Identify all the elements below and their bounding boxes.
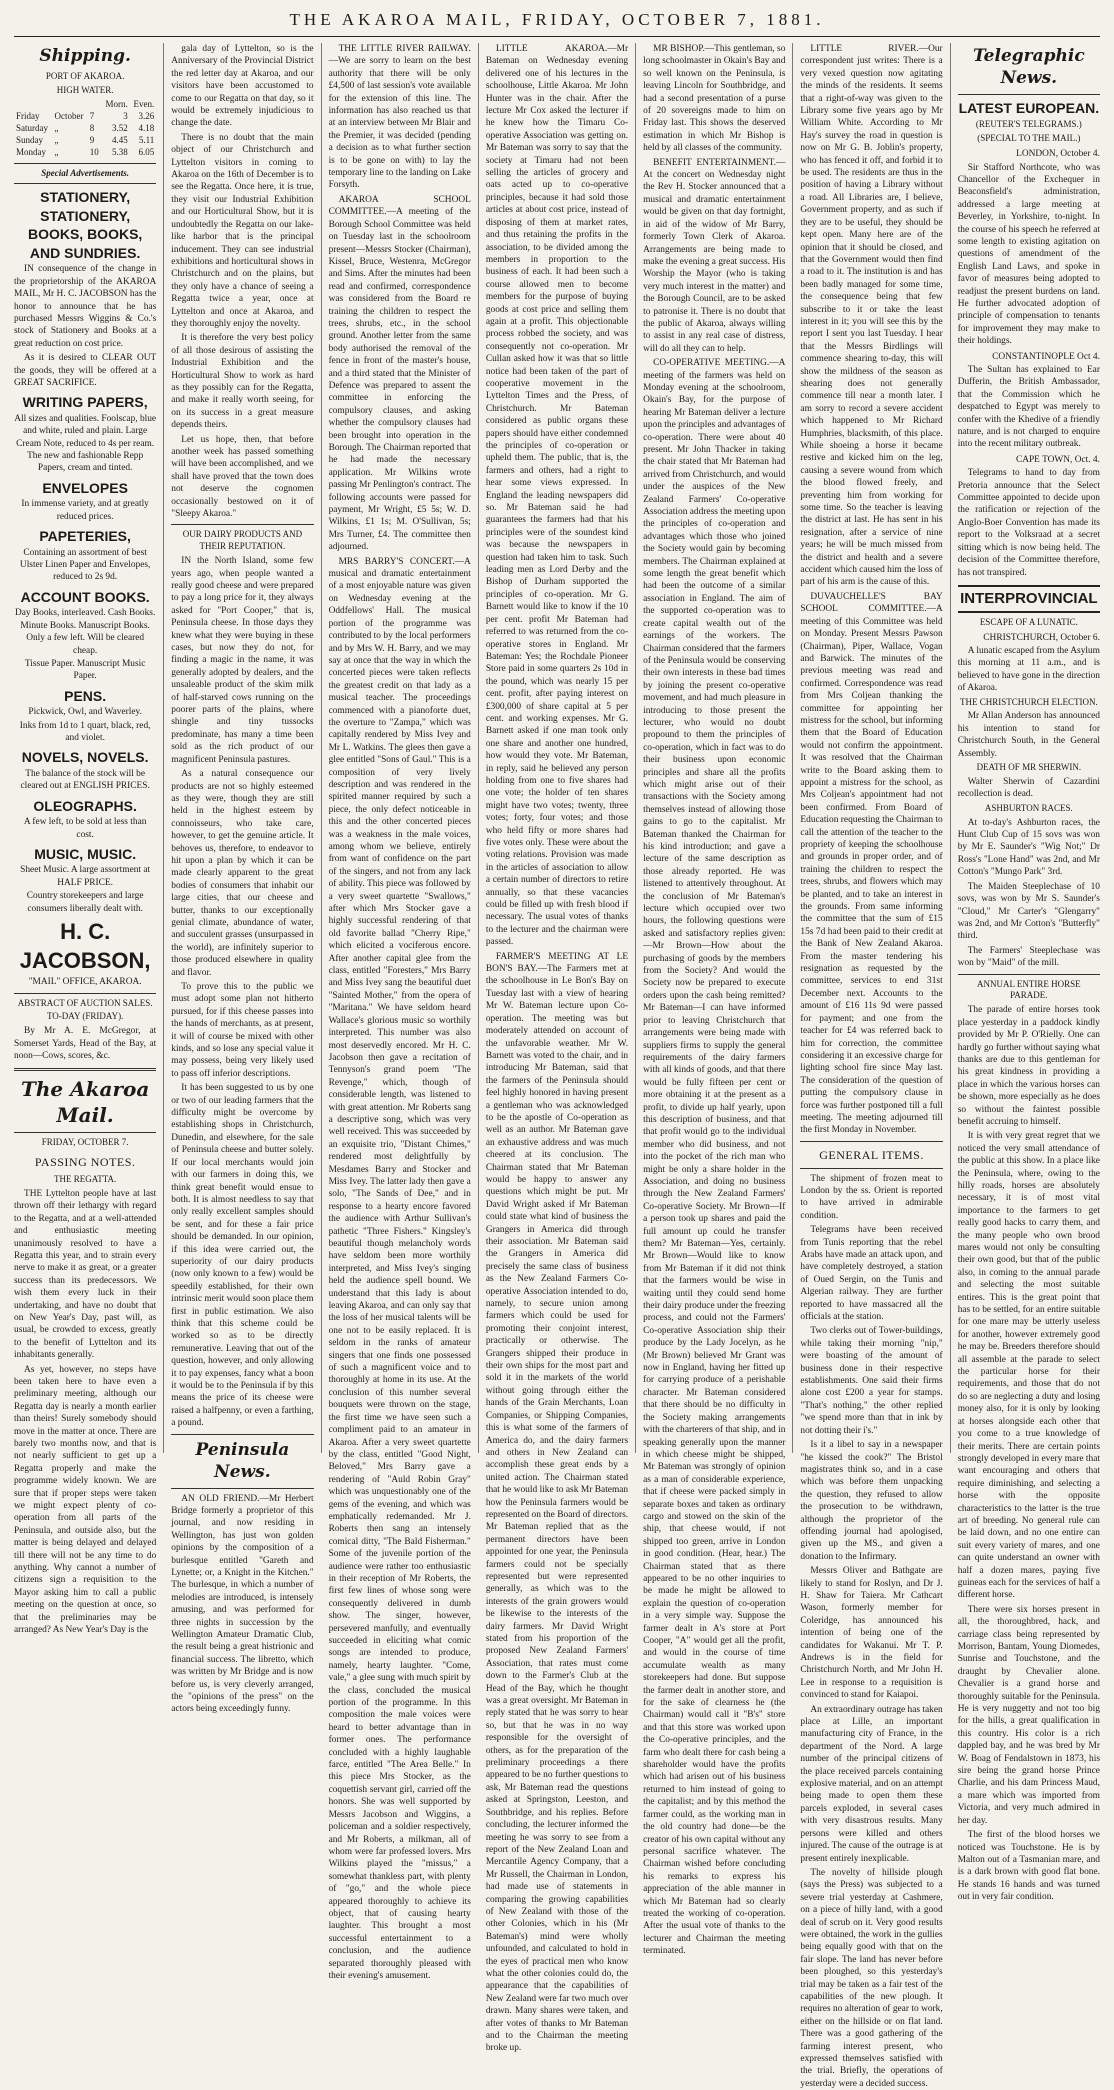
tide-date: 10 [89,146,99,157]
article-paragraph: The novelty of hillside plough (says the Press) was subjected to a severe trial yesterday at Cashmere, on a piece of hilly land, with a good deal of scrub on it. Very good results were obtained, the work in the gullies being equally good with that on the fair slope. The land has never before been ploughed, so this yesterday's trial may be taken as a fair test of the capabilities of the new plough. It requires no alteration of gear to work, either on the hillside or on flat land. There was a good gathering of the farming interest present, who expressed themselves satisfied with the trial. Briefly, the operations of yesterday were a decided success. [800,1867,943,2089]
tide-even: 6.05 [138,146,155,157]
writing-papers-heading: WRITING PAPERS, [22,394,148,411]
advertiser-office: "MAIL" OFFICE, AKAROA. [28,977,142,988]
article-paragraph: Let us hope, then, that before another week has passed something will have been accomplished, and we shall have proved that the town does not deserve the cognomen occasionally bestowed on it of "Sleepy Akaroa." [171,434,314,520]
article-paragraph: FARMER'S MEETING AT LE BON'S BAY.—The Farmers met at the schoolhouse in Le Bon's Bay on Tuesday last with a view of hearing Mr W. Bateman lecture upon Co-operation. The meeting was but moderately attended on account of the unfavorable weather. Mr W. Barnett was voted to the chair, and in introducing Mr Bateman, said that the farmers of the Peninsula should feel highly honored in having present a gentleman who was acknowledged to be the apostle of Co-operation as well as an author. Mr Bateman gave an exhaustive address and was much cheered at its conclusion. The Chairman stated that Mr Bateman would be happy to answer any questions which might be put. Mr David Wright asked if Mr Bateman could state what kind of business the Grangers in America did through their association. Mr Bateman said the Grangers in America did precisely the same class of business as the New Zealand Farmers Co-operative Association intended to do, namely, to secure union among farmers which could be used for promoting their conjoint interest, practically or otherwise. The Grangers shipped their produce in their own ships for the most part and sold it in the markets of the world without going through either the hands of the Grain Merchants, Loan Companies, or Shipping Companies, this is what some of the farmers of America do, and the dairy farmers and others in New Zealand can accomplish these great ends by a united action. The Chairman stated that he would like to ask Mr Bateman how the Peninsula farmers would be represented on the Board of directors. Mr Bateman replied that as the permanent directors have been appointed for one year, the Peninsula farmers could not be specially represented but were represented generally, as which was to the interests of the grain growers would be likewise to the interests of the dairy farmers. Mr David Wright stated from his proportion of the proposed New Zealand Farmers' Association, that rates must come down to the Farmer's Club at the Head of the Bay, which he thought was a great oversight. Mr Bateman in reply stated that he was sorry to hear so, but that he was in no way responsible for the oversight of others, as for the preparation of the preliminary proceedings a there appeared to be no further questions to ask, Mr Bateman read the questions asked at Springston, Leeston, and Southbridge, and his replies. Before concluding, the lecturer informed the meeting he was sorry to see from a report of the New Zealand Loan and Mercantile Agency Company, that a Mr Russell, the Chairman in London, had made use of statements in comparing the growing capabilities of New Zealand with those of the other Colonies, which in his (Mr Bateman's) mind were wholly unfounded, and calculated to hold in the eyes of practical men who know what the other colonies could do, the appearance that the capabilities of New Zealand were far two much over drawn. Many shares were taken, and after votes of thanks to Mr Bateman and to the Chairman the meeting broke up. [485,951,629,2054]
table-row [14,147,156,159]
pens-heading: PENS. [64,687,107,704]
dateline: CAPE TOWN, Oct. 4. [1015,454,1100,465]
article-paragraph: At to-day's Ashburton races, the Hunt Club Cup of 15 sovs was won by Mr E. Saunder's "Wig Not;" Dr Ross's "Lone Hand" was 2nd, and Mr Cotton's "Mungo Park" 3rd. [957,817,1100,878]
tide-day: Saturday [16,122,48,133]
telegraphic-news-heading: Telegraphic News. [972,46,1085,89]
article-paragraph: LITTLE AKAROA.—Mr Bateman on Wednesday evening delivered one of his lectures in the schoolhouse, Little Akaroa. Mr John Hunter was in the chair. After the lecture Mr Cox asked the lecturer if he knew how the Timaru Co-operative Association was getting on. Mr Bateman was sorry to say that the society at Timaru had not been selling the articles of grocery and oats acted up to co-operative principles, because it had sold those articles at about cost price, instead of disposing of them at market rates, and thus retaining the profits in the association, to be divided among the members in proportion to the business of each. It had been such a course allowed men to become members for the purpose of buying goods at cost price and selling them again at a profit. This objectionable process robbed the society, and was consequently not co-operation. Mr Cullan asked how it was that so little notice had been taken of the part of cooperative movement in the Lyttelton Times and the Press, of Christchurch. Mr Bateman considered as public organs these papers should have either condemned the principles of co-operation or upheld them. The public, that is, the farmers and others, had a right to hear some views expressed. In England the leading newspapers did so. Mr Bateman said he had guarantees the farmers had that his principles were of the soundest kind was because the newspapers in question had taken him to task. Such leading men as Lord Derby and the Bishop of Durham supported the principles of co-operation. Mr G. Barnett would like to know if the 10 per cent. profit Mr Bateman had referred to was returned from the co-operative stores in England. Mr Bateman: Yes; the Rochdale Pioneer Store paid in some quarters 2s 10d in the pound, which was nearly 15 per cent. profit, after paying interest on £300,000 of share capital at 5 per cent. and working expenses. Mr G. Barnett asked if one man took only one share and another one hundred, how would they vote. Mr Bateman, in reply, said he believed any person holding from one to five shares had one vote; the holder of ten shares might have two votes; twenty, three votes; forty, four votes; and those who held fifty or more shares had five votes only. These were about the voting relations. Provision was made in the articles of association to allow a certain number of directors to retire annually, so that these vacancies could be filled up with fresh blood if necessary. The usual votes of thanks to the lecturer and the chairman were passed. [485,44,629,948]
article-paragraph: It is with very great regret that we noticed the very small attendance of the public at this show. In a place like the Peninsula, where, owing to the hilly roads, horses are absolutely necessary, it is of most vital importance to the farmers to get really good hacks to carry them, and the many people who own brood mares would not only be consulting their own good, but that of the public also, in coming to the annual parade and selecting the most suitable entires. This is the great point that has to be settled, for an entire suitable for one mare may be utterly useless for another, however extremely good he may be. Breeders therefore should all assemble at the parade to select the particular horse for their requirements, and those that do not do so are neglecting a duty and losing money also, for it is only by looking at horses alongside each other that you come to a true knowledge of their merits. There are certain points strongly developed in every mare that want encouraging and others that require diminishing, and selecting a horse with the opposite characteristics to the latter is the true art of breeding. No general rule can be laid down, and no one entire can suit every variety of mares, and one can quite understand an owner with half a dozen mares, paying five guineas each for the services of half a different horse. [957,1131,1100,1601]
article-paragraph: It is therefore the very best policy of all those desirous of assisting the Industrial Exhibition and the Horticultural Show to work as hard as they possibly can for the Regatta, and make it really worth seeing, for on its success in a great measure depends theirs. [171,333,314,431]
article-paragraph: Telegrams to hand to day from Pretoria announce that the Select Committee appointed to decide upon the ratification or rejection of the Anglo-Boer Convention has made its report to the Volksraad at a secret sitting which is now being held. The decision of the Committee therefore, has not transpired. [957,468,1100,578]
dateline: CONSTANTINOPLE Oct 4. [992,351,1100,362]
tide-even: 5.11 [138,134,155,145]
passing-notes-heading: PASSING NOTES. [34,1155,136,1170]
table-row [14,135,156,147]
divider [14,183,156,184]
article-paragraph: THE LITTLE RIVER RAILWAY.—We are sorry to learn on the best authority that there will be only £4,500 of last session's vote available for the extension of this line. The information has also reached us that at an interview between Mr Blair and the Premier, it was decided (pending a decision as to what further section is to be gone on with) to lay the temporary line to the landing on Lake Forsyth. [328,44,471,191]
tide-day: Friday [16,111,40,122]
envelopes-heading: ENVELOPES [42,479,128,496]
article-paragraph: There were six horses present in all, the thoroughbred, hack, and carriage class being represented by Morrison, Bantam, Young Diomedes, Sunrise and Touchstone, and the draught by Chevalier alone. Chevalier is a grand horse and thoroughly suitable for the Peninsula. He is very nuggetty and not too big for the hills, a great qualification in this country. His color is a rich dappled bay, and he was bred by Mr W. Boag of Fendalstown in 1873, his sire being the grand horse Prince Charlie, and his dam Princess Maud, a mare which was imported from Victoria, and very much admired in her day. [957,1604,1100,1826]
country-text: Country storekeepers and large consumers liberally dealt with. [26,891,144,914]
music-heading: MUSIC, MUSIC. [34,846,137,862]
tide-col-date [88,99,102,111]
article-paragraph: IN the North Island, some few years ago, when people wanted a really good cheese and were prepared to pay a long price for it, they always asked for "Port Cooper," that is, Peninsula cheese. In those days they knew what they were buying in these cases, but now they do not, for finding a magic in the name, it was generally adopted by dealers, and the unsaleable product of the skim milk of half-starved cows running on the poorer parts of the plains, where shingle and tiny tussocks predominate, has many a time been sold as the rich product of our magnificent Peninsula pastures. [171,556,314,765]
table-row [14,111,156,123]
article-paragraph: An extraordinary outrage has taken place at Lille, an important manufacturing city of France, in the department of the Nord. A large number of the principal citizens of the place received parcels containing explosive material, and on an attempt being made to open them these parcels exploded, in several cases with very disastrous results. Many persons were killed and others injured. The cause of the outrage is at present entirely inexplicable. [800,1704,943,1864]
table-row [14,123,156,135]
article-paragraph: LITTLE RIVER.—Our correspondent just writes: There is a very vexed question now agitating the minds of the residents. It seems that a right-of-way was given to the Library some five years ago by Mr William White. According to Mr Hay's survey the road in question is now on Mr G. B. Joblin's property, who has fenced it off, and forbid it to be used. The residents are thus in the position of having a Library without a road. All Libraries are, I believe, Government property, and as such if they are to be useful, they should be kept open. Many here are of the opinion that it should be closed, and that the Government would then find a road to it. The institution is and has been badly managed for some time, the consequence being that few subscribe to it or take the least interest in it; you will see this by the report I sent you last Tuesday. I hear that the Messrs Birdlings will commence shearing to-day, this will show the mildness of the season as shearing does not generally commence till near a month later. I am sorry to record a severe accident which happened to Mr Richard Humphries, blacksmith, of this place. While shoeing a horse it became restive and kicked him on the leg, causing a severe wound from which the blood flowed freely, and preventing him from working for some time. So the teacher is leaving the district at last. He has sent in his resignation, after a service of nine years; he will be much missed from the district and health and a severe accident which caused him the loss of part of his arm is the cause of this. [800,44,943,588]
divider [171,1488,313,1489]
account-books-heading: ACCOUNT BOOKS. [20,588,150,605]
tissue-text: Tissue Paper. Manuscript Music Paper. [24,658,146,682]
music-text: Sheet Music. A large assortment at HALF PRICE. [20,865,151,888]
columns [14,43,1100,2089]
account-books-text: Day Books, interleaved. Cash Books. Minute Books. Manuscript Books. Only a few left. Will be cleared cheap. [14,608,156,656]
divider [14,163,156,164]
divider [958,974,1100,975]
novels-heading: NOVELS, NOVELS. [21,749,149,766]
auction-heading: ABSTRACT OF AUCTION SALES. [17,997,153,1008]
stationery-ad-heading: STATIONERY, STATIONERY, BOOKS, BOOKS, AND SUNDRIES. [27,189,143,261]
tide-col-day [14,99,53,111]
article-paragraph: As a natural consequence our products are not so highly esteemed as they were, though they are still held in the highest esteem by connoisseurs, who take care, however, to get the genuine article. It behoves us, therefore, to endeavor to hit upon a plan by which it can be made clearly apparent to the great bodies of consumers that inhabit our large cities, that our cheese and butter, thanks to our exceptionally genial climate, abundance of water, and succulent grasses (unsurpassed in the world), are infinitely superior to those produced elsewhere in quality and flavor. [171,769,314,978]
ad-paragraph: IN consequence of the change in the proprietorship of the AKAROA MAIL, Mr H. C. JACOBSON has the honor to announce that he has purchased Messrs Wiggins & Co.'s stock of Stationery and Books at a great reduction on cost price. [14,264,157,349]
column-4 [478,43,635,2054]
tide-col-month [53,99,88,111]
article-paragraph: Telegrams have been received from Tunis reporting that the rebel Arabs have made an attack upon, and have completely destroyed, a station of Oued Sergin, on the Tunis and Algerian railway. They are further reported to have massacred all the officials at the station. [800,1225,943,1323]
article-paragraph: The shipment of frozen meat to London by the ss. Orient is reported to have arrived in admirable condition. [800,1173,943,1221]
masthead: THE AKAROA MAIL, FRIDAY, OCTOBER 7, 1881. [14,10,1100,37]
auction-day: TO-DAY (FRIDAY). [46,1011,124,1022]
article-paragraph: Mr Allan Anderson has announced his intention to stand for Christchurch South, in the General Assembly. [957,711,1100,759]
tide-col-morn: Morn. [105,99,128,110]
writing-papers-text: All sizes and qualities. Foolscap, blue and white, ruled and plain. Large Cream Note, reduced to 4s per ream. The new and fashionable Repp Papers, cream and tinted. [14,413,157,474]
election-heading: THE CHRISTCHURCH ELECTION. [959,696,1098,707]
article-paragraph: The Farmers' Steeplechase was won by "Maid" of the mill. [957,945,1100,969]
article-paragraph: There is no doubt that the main object of our Christchurch and Lyttelton visitors in coming to Akaroa on the 16th of December is to see the Regatta. Once here, it is true, they visit our Industrial Exhibition and our Horticultural Show, but it is undoubtedly the Regatta on our lake-like harbor that is the principal inducement. They can see industrial exhibitions and horticultural shows in Christchurch and on the plains, but they only have a chance of seeing a Regatta twice a year, once at Lyttelton and once at Akaroa, and they thoroughly enjoy the novelty. [171,132,314,329]
column-7 [950,43,1100,1903]
divider [14,993,156,994]
auction-text: By Mr A. E. McGregor, at Somerset Yards, Head of the Bay, at noon—Cows, scores, &c. [14,1026,157,1062]
article-paragraph: MR BISHOP.—This gentleman, so long schoolmaster in Okain's Bay and so well known on the Peninsula, is leaving Lincoln for Southbridge, and had a second presentation of a purse of 20 sovereigns made to him on Friday last. This shows the deserved estimation in which Mr Bishop is held by all classes of the community. [643,44,786,154]
dateline: LONDON, October 4. [1016,149,1100,160]
high-water-heading: HIGH WATER. [56,85,114,96]
races-heading: ASHBURTON RACES. [984,802,1073,813]
tide-even: 4.18 [138,122,155,133]
tide-morn: 5.38 [112,146,128,157]
envelopes-text: In immense variety, and at greatly reduced prices. [21,499,149,522]
tide-date: 7 [89,111,95,122]
special-ads-heading: Special Advertisements. [41,167,129,178]
novels-text: The balance of the stock will be cleared out at ENGLISH PRICES. [20,768,150,792]
divider [800,1168,942,1169]
divider [14,1068,156,1071]
column-2 [163,43,320,1715]
article-paragraph: It has been suggested to us by one or two of our leading farmers that the difficulty might be overcome by establishing shops in Christchurch, Dunedin, and elsewhere, for the sale of Peninsula cheese and butter solely. If our local merchants would join with our farmers in doing this, we think great benefit would ensue to both. It is almost needless to say that only really excellent samples should be sent, and for these a fair price should be demanded. In our opinion, if this idea were carried out, the superiority of our dairy products (now only known to a few) would be speedily established, for their own intrinsic merit would soon place them first in public estimation. We also think that this scheme could be worked so as to be directly remunerative. Leaving that out of the question, however, and only allowing it to pay expenses, fancy what a boon it would be to the Peninsula if by this means the price of its cheese were raised a halfpenny, or even a farthing, a pound. [171,1083,314,1429]
ad-paragraph: As it is desired to CLEAR OUT the goods, they will be offered at a GREAT SACRIFICE. [14,353,157,388]
tide-morn: 3.52 [112,122,128,133]
article-paragraph: BENEFIT ENTERTAINMENT.—At the concert on Wednesday night the Rev H. Stocker announced that a musical and dramatic entertainment would be given on that day fortnight, in aid of the widow of Mr Barry, formerly Town Clerk of Akaroa. Arrangements are being made to make the evening a great success. His Worship the Mayor (who is taking very much interest in the matter) and the Borough Council, are to be asked to patronise it. There is no doubt that the public of Akaroa, always willing to assist in any real case of distress, will do all they can to help. [643,157,786,354]
advertiser-name: H. C. JACOBSON, [19,919,151,974]
paper-nameplate: The Akaroa Mail. [21,1076,150,1127]
article-paragraph: To prove this to the public we must adopt some plan not hitherto pursued, for if this cheese passes into the hands of merchants, as at present, it will of course be mixed with other kinds, and so lose any special value it may possess, being very likely used to pass off inferior descriptions. [171,982,314,1079]
dateline: CHRISTCHURCH, October 6. [983,632,1100,643]
tide-table [14,99,156,158]
tide-header-row [14,99,156,111]
tide-month: „ [54,134,59,145]
article-paragraph: The first of the blood horses we noticed was Touchstone. He is by Malton out of a Tasmanian mare, and is a dark brown with good flat bone. He stands 16 hands and was turned out in very fair condition. [957,1830,1100,1903]
papeteries-text: Containing an assortment of best Ulster Linen Paper and Envelopes, reduced to 2s 9d. [19,547,151,583]
death-heading: DEATH OF MR SHERWIN. [976,762,1082,773]
article-paragraph: Is it a libel to say in a newspaper "he kissed the cook?" The Bristol magistrates think so, and in a case which was before them unpacking the question, they refused to allow the prosecution to be withdrawn, although the proprietor of the offending journal had apologised, given up the MS., and given a donation to the Infirmary. [800,1440,943,1562]
divider [171,1434,313,1435]
article-paragraph: AN OLD FRIEND.—Mr Herbert Bridge formerly a proprietor of this journal, and now residing in Wellington, has just won golden opinions by the composition of a burlesque entitled "Gareth and Lynette; or, a Knight in the Kitchen." The burlesque, in which a number of melodies are introduced, is intensely amusing, and was performed for three nights in succession by the Wellington Amateur Dramatic Club, the result being a great histrionic and financial success. The libretto, which was written by Mr Bridge and is now before us, is very cleverly arranged, the "opinions of the press" on the actors being exceedingly funny. [171,1493,314,1715]
tide-month: „ [54,146,59,157]
column-5 [635,43,792,1957]
interprovincial-heading: INTERPROVINCIAL [958,585,1100,613]
general-items-heading: GENERAL ITEMS. [819,1147,924,1162]
tide-month: October [54,111,84,122]
papeteries-heading: PAPETERIES, [39,528,131,545]
article-paragraph: Messrs Oliver and Bathgate are likely to stand for Roslyn, and Dr J. H. Shaw for Taiera. Mr Cathcart Wason, formerly member for Coleridge, has announced his intention of being one of the candidates for Wakanui. Mr T. P. Andrews is in the field for Christchurch North, and Mr John H. Lee in response to a requisition is convinced to stand for Kaiapoi. [800,1566,943,1701]
oleographs-text: A few left, to be sold at less than cost. [23,817,147,840]
regatta-heading: THE REGATTA. [54,1174,117,1185]
reuter-note: (REUTER'S TELEGRAMS.) [975,119,1082,130]
article-paragraph: DUVAUCHELLE'S BAY SCHOOL COMMITTEE.—A meeting of this Committee was held on Monday. Present Messrs Pawson (Chairman), Piper, Wallace, Vogan and Barwick. The minutes of the previous meeting was read and confirmed. Correspondence was read from Mrs Coljean thanking the committee for appointing her mistress for the school, but informing them that the Board of Education would not confirm the appointment. It was resolved that the Chairman write to the Board asking them to appoint a mistress for the school, as Mrs Coljean's appointment had not been confirmed. From Board of Education requesting the Chairman to call the attention of the teacher to the propriety of keeping the schoolhouse and grounds in proper order, and of training the children to respect the trees, shrubs, and flowers which may be planted, and to take an interest in the grounds. From same informing the committee that the sum of £15 15s 7d had been paid to their credit at the Bank of New Zealand Akaroa. From the master tendering his resignation as requested by the committee, services to end 31st December next. Accounts to the amount of £16 11s 9d were passed for payment; and one from the teacher for £4 was referred back to him for correction, the committee considering it an excessive charge for lighting school fire since May last. The consideration of the question of putting the compulsory clause in force was further postponed till a full meeting. The meeting adjourned till the first Monday in November. [800,591,943,1136]
article-paragraph: The parade of entire horses took place yesterday in a paddock kindly provided by Mr P. O'Rielly. One can hardly go further without saying what thanks are due to this gentleman for his great kindness in providing a place in which the various horses can be shown, more especially as he does so without the faintest possible benefit accruing to himself. [957,1005,1100,1127]
port-heading: PORT OF AKAROA. [45,71,125,82]
tide-date: 9 [89,134,95,145]
pens-text: Pickwick, Owl, and Waverley. [28,707,142,718]
article-paragraph: gala day of Lyttelton, so is the Anniversary of the Provincial District the red letter day at Akaroa, and our visitors have been accustomed to come to our Regatta on that day, so it would be extremely injudicious to change the date. [171,44,314,129]
column-1 [14,43,163,1636]
article-paragraph: AKAROA SCHOOL COMMITTEE.—A meeting of the Borough School Committee was held on Tuesday last in the schoolroom present—Messrs Stocker (Chairman), Kissel, Bruce, Westenra, McGregor and Sims. After the minutes had been read and confirmed, correspondence was considered from the Board re training the children to respect the trees, shrubs, etc., in the school ground. Another letter from the same body authorised the removal of the fence in front of the master's house, and a third stated that the Minister of Defence was prepared to assent the committee in enforcing the compulsory clauses, and asking whether the compulsory clauses had been brought into operation in the Borough. The Chairman reported that he had made the necessary application. Mr Wilkins wrote passing Mr Penlington's contract. The following accounts were passed for payment, Mr Wright, £5 5s; W. D. Wilkins, £1 1s; M. O'Sullivan, 5s; Mrs Turner, £4. The committee then adjourned. [328,194,471,553]
article-paragraph: THE Lyttelton people have at last thrown off their lethargy with regard to the Regatta, and at a well-attended and enthusiastic meeting unanimously resolved to have a Regatta this year, and to strain every nerve to make it as great, or a greater success than its predecessors. We wish them every luck in their undertaking, and have no doubt that on New Year's Day, past will, as usual, be crowded to excess, greatly to the benefit of Lyttelton and its inhabitants generally. [14,1188,157,1361]
shipping-heading: Shipping. [39,46,131,66]
tide-month: „ [54,122,59,133]
divider [958,94,1100,95]
tide-date: 8 [89,122,95,133]
column-6 [792,43,949,2089]
tide-day: Monday [16,146,46,157]
divider [800,1141,942,1142]
article-paragraph: MRS BARRY'S CONCERT.—A musical and dramatic entertainment of a most enjoyable nature was given on Wednesday evening at the Oddfellows' Hall. The musical portion of the programme was contributed to by the local performers and by Mrs W. H. Barry, and we may say at once that the way in which the concerted pieces were taken reflects the greatest credit on that lady as a musical teacher. The proceedings commenced with a pianoforte duet, the overture to "Zampa," which was capitally rendered by Miss Ivey and Mr L. Watkins. The glees then gave a glee entitled "Sons of Gaul." This is a composition of very lively description and was rendered in the spirited manner required by such a piece, the only defect noticeable in this and the other concerted pieces was a weakness in the male voices, among whom we believe, entirely from want of confidence on the part of the singers, and not from any lack of ability. This piece was followed by a very sweet quartette "Swallows," after which Mrs Stocker gave a highly successful rendering of that old favorite ballad "Cherry Ripe," which elicited a vociferous encore. After another capital glee from the class, entitled "Foresters," Mrs Barry and Miss Ivey sang the beautiful duet "Sainted Mother," from the opera of "Maritana." We have seldom heard Wallace's glorious music so worthily interpreted. This number was also most deservedly encored. Mr H. C. Jacobson then gave a recitation of Tennyson's grand poem "The Revenge," which, though of considerable length, was listened to with great attention. Mr Roberts sang a descriptive song, which was very well received. This was succeeded by an exquisite trio, "Distant Chimes," rendered most delightfully by Mesdames Barry and Stocker and Miss Ivey. The latter lady then gave a solo, "The Sands of Dee," and in response to a hearty encore favored the audience with Arthur Sullivan's pathetic "Three Fishers." Kingsley's beautiful though melancholy words have seldom been more worthily interpreted, and Miss Ivey's singing held the audience spell bound. We understand that this lady is about leaving Akaroa, and can only say that the loss of her musical talents will be one not to be easily replaced. It is seldom in the ranks of amateur singers that one finds one possessed of such a magnificent voice and to thoroughly at home in its use. At the conclusion of this number several bouquets were thrown on the stage, the first time we have seen such a compliment paid to an amateur in Akaroa. After a very sweet quartette by the class, entitled "Good Night, Beloved," Mrs Barry gave a rendering of "Auld Robin Gray" which was unquestionably one of the gems of the evening, and which was emphatically redemanded. Mr J. Roberts then sang an intensely comical ditty, "The Bald Fisherman." Some of the juvenile portion of the audience were rather too enthusiastic in their reception of Mr Roberts, the first few lines of whose song were consequently delivered in dumb show. The singer, however, persevered manfully, and eventually succeeded in eliciting what comic songs are intended to produce, namely, hearty laughter. "Come, vale," a glee sung with much spirit by the class, concluded the musical portion of the programme. In this composition the male voices were heard to better advantage than in former ones. The performance concluded with a highly laughable farce, entitled "The Area Belle." In this piece Mrs Stocker, as the coquettish servant girl, carried off the honors. She was well supported by Messrs Jacobson and Wiggins, a policeman and a soldier respectively, and Mr Roberts, a milkman, all of whom were far professed lovers. Mrs Wilkins played the "missus," a somewhat thankless part, with plenty of "go," and the whole piece appeared thoroughly to achieve its object, that of causing hearty laughter. This brought a most successful entertainment to a conclusion, and the audience separated thoroughly pleased with their evening's amusement. [328,556,471,1981]
article-paragraph: Walter Sherwin of Cazardini recollection is dead. [957,776,1100,800]
latest-european-heading: LATEST EUROPEAN. [958,99,1100,116]
tide-even: 3.26 [138,111,155,122]
tide-col-even: Even. [133,99,155,110]
oleographs-heading: OLEOGRAPHS. [33,797,137,814]
article-paragraph: The Sultan has explained to Ear Dufferin, the British Ambassador, that the Commission which he despatched to Egypt was merely to confer with the Khedive of a friendly nature, and is not charged to enquire into the recent military outbreak. [957,365,1100,450]
dairy-heading: OUR DAIRY PRODUCTS AND THEIR REPUTATION. [182,529,303,552]
tide-morn: 3 [123,111,128,122]
lunatic-heading: ESCAPE OF A LUNATIC. [979,616,1078,627]
article-paragraph: A lunatic escaped from the Asylum this morning at 11 a.m., and is believed to have gone in the direction of Akaroa. [957,645,1100,694]
inks-text: Inks from 1d to 1 quart, black, red, and violet. [19,720,151,744]
parade-heading: ANNUAL ENTIRE HORSE PARADE. [976,978,1081,1001]
peninsula-news-heading: Peninsula News. [195,1439,290,1483]
divider [171,524,313,525]
article-paragraph: Sir Stafford Northcote, who was Chancellor of the Exchequer in Beaconsfield's administration, addressed a large meeting at Beverley, in Yorkshire, to-night. In the course of his speech he referred at some length to existing agitation on questions of amendment of the English Land Laws, and spoke in favor of measures being adopted to readjust the present burdens on land. He further advocated adoption of principle of compensation to tenants for improvement they may make to their holdings. [957,162,1100,347]
special-note: (SPECIAL TO THE MAIL.) [977,133,1081,144]
paper-date: FRIDAY, OCTOBER 7. [41,1137,129,1148]
tide-morn: 4.45 [112,134,128,145]
article-paragraph: As yet, however, no steps have been taken here to have even a preliminary meeting, although our Regatta day is nearly a month earlier than theirs! Surely somebody should move in the matter at once. There are barely two months now, and that is not nearly sufficient to get up a Regatta properly and make the programme widely known. We are sure that if proper steps were taken we might expect plenty of co-operation from all parts of the Peninsula, and outside also, but the matter is being delayed and delayed till there will not be any time to do anything. Why cannot a number of citizens sign a requisition to the Mayor asking him to call a public meeting on the question at once, so that the preliminaries may be arranged? As New Year's Day is the [14,1364,157,1636]
article-paragraph: The Maiden Steeplechase of 10 sovs, was won by Mr S. Saunder's "Cloud," Mr Carter's "Glengarry" was 2nd, and Mr Cotton's "Butterfly" third. [957,881,1100,942]
article-paragraph: Two clerks out of Tower-buildings, while taking their morning "nip," were boasting of the amount of business done in their respective establishments. One said their firms alone cost £200 a year for stamps. "That's nothing," the other replied "we spend more than that in ink by not dotting their i's." [800,1326,943,1436]
divider [14,1132,156,1133]
tide-day: Sunday [16,134,43,145]
article-paragraph: CO-OPERATIVE MEETING.—A meeting of the farmers was held on Monday evening at the schoolroom, Okain's Bay, for the purpose of hearing Mr Bateman deliver a lecture upon the principles and advantages of co-operation. There were about 40 present. Mr John Thacker in taking the chair stated that Mr Bateman had arrived from Christchurch, and would under the auspices of the New Zealand Farmers' Co-operative Association address the meeting upon the principles of co-operation and advantages which those who joined the Society would gain by becoming members. The Chairman explained at some length the great benefit which had been the outcome of a similar association in England. The aim of the supported co-operation was to create capital wealth out of the earnings of the workers. The Chairman considered that the farmers of the Peninsula would be conserving their own interests in these bad times by joining the present co-operative movement, and had much pleasure in introducing to those present the lecturer, who would no doubt propound to them the principles of co-operation, which in fact was to do their business upon economic principles and share all the profits which might arise out of their transactions with the Society among themselves instead of allowing those gains to go to the capitalist. Mr Bateman thanked the Chairman for his kind introduction; and gave a lecture of the same description as those already reported. He was listened to attentively throughout. At the conclusion of Mr Bateman's lecture which occupied over two hours, the following questions were asked and satisfactory replies given:—Mr Brown—How about the purchasing of goods by the members from the Society? And would the Society now be prepared to execute orders upon the cash being remitted? Mr Bateman—I can have informed prior to leaving Christchurch that arrangements were being made with suppliers firms to supply the general requirements of the dairy farmers with all kinds of goods, and that there would be fully fifteen per cent or more obtaining it at the present as a profit, to divide up half yearly, upon this description of business, and that that profit would go to the individual member who did business, and not into the pocket of the rich man who might be only a share holder in the Association, and doing no business through the New Zealand Farmers' Co-operative Society. Mr Brown—If a person took up shares and paid the full amount up could he transfer them? Mr Bateman—Yes, certainly. Mr Brown—Would like to know from Mr Bateman if it did not think that the farmers would be wise in waiting until they could send home their dairy produce under the freezing process, and could not the Farmers' Co-operative Association ship their produce by the Lady Jocelyn, as he (Mr Brown) believed Mr Grant was now in England, having her fitted up for carrying produce of a perishable character. Mr Bateman considered that there should be no difficulty in the Society making arrangements with the charterers of that ship, and in speaking generally upon the manner in which cheese might be shipped, Mr Bateman was strongly of opinion as a man of considerable experience, that if cheese were packed simply in separate boxes and taken as ordinary cargo and stowed on the skin of the ship, that cheese would, if not shipped too green, arrive in London in good condition. (Hear, hear.) The Chairman stated that as there appeared to be no other inquiries to be made he might be allowed to explain the question of co-operation in a very simple way. Suppose the farmer dealt in A's store at Port Cooper, "A" would get all the profit, and would in the course of time accumulate wealth as many storekeepers had done. But suppose the farmer dealt in another store, and for the sake of clearness he (the Chairman) would call it "B's" store and that this store was worked upon the Co-operative principles, and the farm who dealt there for cash being a shareholder would have the profits which had arisen out of his business returned to him instead of going to the capitalist; and by this method the farmer could, as the working man in the old country had done—be the creator of his own capital without any personal sacrifice whatever. The Chairman wished before concluding his remarks to express his appreciation of the able manner in which Mr Bateman had so clearly treated the working of co-operation. After the usual vote of thanks to the lecturer and Chairman the meeting terminated. [643,358,786,1957]
column-3 [321,43,478,1981]
